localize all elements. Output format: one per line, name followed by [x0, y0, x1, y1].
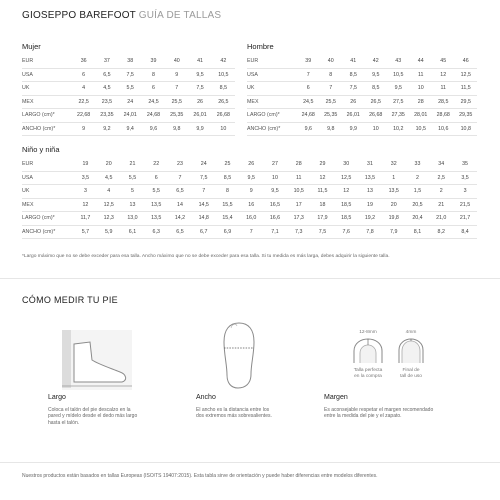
table-cell: 9: [239, 185, 263, 199]
table-cell: 8,2: [429, 225, 453, 239]
table-cell: 7,3: [287, 225, 311, 239]
table-cell: 9,8: [320, 122, 343, 136]
table-cell: 6: [142, 82, 165, 96]
table-cell: 24,68: [297, 109, 320, 123]
perfect-fit-caption: [344, 368, 392, 380]
table-cell: 17,3: [287, 212, 311, 226]
end-of-use-caption: [392, 368, 430, 380]
table-cell: 13,5: [144, 212, 168, 226]
table-row: [22, 55, 235, 68]
table-cell: 3: [453, 185, 477, 199]
table-cell: 7: [192, 185, 216, 199]
table-cell: 26: [188, 95, 211, 109]
table-cell: 32: [382, 158, 406, 171]
table-cell: 12: [74, 198, 97, 212]
table-cell: 25,35: [165, 109, 188, 123]
table-cell: 29: [311, 158, 335, 171]
table-cell: 7: [320, 82, 343, 96]
table-cell: 5,5: [121, 171, 145, 185]
table-row: [22, 68, 235, 82]
toe-perfect-fit-icon: [352, 337, 384, 365]
table-cell: 29,35: [455, 109, 478, 123]
table-cell: 9,5: [387, 82, 410, 96]
table-row: [22, 198, 477, 212]
table-cell: 19,2: [358, 212, 382, 226]
row-label: MEX: [22, 95, 72, 109]
table-cell: 21,7: [453, 212, 477, 226]
table-cell: 12: [432, 68, 455, 82]
caption-line: tall de uso: [400, 373, 422, 379]
table-cell: 9,9: [188, 122, 211, 136]
table-cell: 24,5: [297, 95, 320, 109]
table-row: [22, 185, 477, 199]
row-label: EUR: [22, 55, 72, 68]
table-cell: 16,5: [263, 198, 287, 212]
row-label: USA: [247, 68, 297, 82]
table-cell: 21: [121, 158, 145, 171]
table-cell: 20,5: [406, 198, 430, 212]
table-cell: 9,5: [263, 185, 287, 199]
table-cell: 13,5: [382, 185, 406, 199]
table-cell: 10: [212, 122, 235, 136]
table-cell: 42: [365, 55, 388, 68]
table-cell: 20,4: [406, 212, 430, 226]
table-cell: 16,6: [263, 212, 287, 226]
table-cell: 8: [216, 185, 240, 199]
margen-text-line: Es aconsejable respetar el margen recomendado: [324, 407, 434, 413]
table-cell: 24,01: [119, 109, 142, 123]
table-cell: 29,5: [455, 95, 478, 109]
table-cell: 14: [168, 198, 192, 212]
foot-top-icon: [218, 320, 260, 390]
table-cell: 31: [358, 158, 382, 171]
mujer-label: Mujer: [22, 42, 41, 51]
table-cell: 21: [429, 198, 453, 212]
table-cell: 22: [144, 158, 168, 171]
table-cell: 7: [239, 225, 263, 239]
table-cell: 23: [168, 158, 192, 171]
table-cell: 9: [72, 122, 95, 136]
table-cell: 8,5: [342, 68, 365, 82]
row-label: UK: [22, 82, 72, 96]
table-cell: 39: [297, 55, 320, 68]
row-label: UK: [22, 185, 74, 199]
table-row: [247, 95, 477, 109]
brand-name: GIOSEPPO BAREFOOT: [22, 10, 136, 21]
margen-text-line: entre la medida del pie y el zapato.: [324, 413, 402, 420]
table-cell: 26,68: [212, 109, 235, 123]
table-cell: 14,8: [192, 212, 216, 226]
largo-text-line: pared y mídelo desde el dedo más largo: [48, 413, 138, 420]
row-label: UK: [247, 82, 297, 96]
table-cell: 26,5: [212, 95, 235, 109]
table-cell: 7,6: [334, 225, 358, 239]
table-cell: 41: [342, 55, 365, 68]
table-cell: 6,5: [95, 68, 118, 82]
table-cell: 10,5: [387, 68, 410, 82]
table-cell: 28: [287, 158, 311, 171]
table-cell: 22,5: [72, 95, 95, 109]
table-cell: 7,8: [358, 225, 382, 239]
ancho-text-line: El ancho es la distancia entre los: [196, 407, 270, 413]
table-cell: 7,5: [342, 82, 365, 96]
ancho-title: Ancho: [196, 394, 216, 401]
hombre-label: Hombre: [247, 42, 274, 51]
table-cell: 7,5: [119, 68, 142, 82]
table-cell: 3,5: [453, 171, 477, 185]
table-cell: 12,3: [97, 212, 121, 226]
table-cell: 10,8: [455, 122, 478, 136]
caption-line: en la compra: [354, 373, 382, 379]
largo-title: Largo: [48, 394, 66, 401]
table-cell: 44: [410, 55, 433, 68]
table-row: [247, 109, 477, 123]
table-cell: 28,68: [432, 109, 455, 123]
table-cell: 28,01: [410, 109, 433, 123]
table-cell: 6: [297, 82, 320, 96]
table-cell: 30: [334, 158, 358, 171]
table-row: [247, 55, 477, 68]
table-cell: 9,5: [188, 68, 211, 82]
table-cell: 21,0: [429, 212, 453, 226]
row-label: MEX: [22, 198, 74, 212]
table-cell: 18,5: [334, 212, 358, 226]
table-cell: 3: [74, 185, 97, 199]
table-cell: 25,35: [320, 109, 343, 123]
guide-subtitle: GUÍA DE TALLAS: [138, 10, 222, 21]
table-cell: 39: [142, 55, 165, 68]
table-cell: 11: [410, 68, 433, 82]
table-cell: 6: [72, 68, 95, 82]
table-cell: 36: [72, 55, 95, 68]
table-cell: 33: [406, 158, 430, 171]
table-cell: 5,5: [119, 82, 142, 96]
largo-text: [48, 407, 137, 426]
table-cell: 26: [239, 158, 263, 171]
row-label: ANCHO (cm)*: [22, 122, 72, 136]
table-cell: 41: [188, 55, 211, 68]
table-cell: 40: [165, 55, 188, 68]
table-cell: 14,5: [192, 198, 216, 212]
table-cell: 8,5: [212, 82, 235, 96]
table-cell: 8,1: [406, 225, 430, 239]
table-cell: 27,5: [387, 95, 410, 109]
table-row: [22, 95, 235, 109]
table-cell: 38: [119, 55, 142, 68]
row-label: MEX: [247, 95, 297, 109]
table-cell: 24,68: [142, 109, 165, 123]
table-cell: 3,5: [74, 171, 97, 185]
hombre-size-table: [247, 55, 477, 136]
table-cell: 28,5: [432, 95, 455, 109]
table-cell: 26,5: [365, 95, 388, 109]
largo-text-line: Coloca el talón del pie descalzo en la: [48, 407, 131, 413]
table-cell: 9,2: [95, 122, 118, 136]
table-cell: 12,5: [455, 68, 478, 82]
table-cell: 13,5: [144, 198, 168, 212]
table-cell: 26,01: [342, 109, 365, 123]
table-cell: 17: [287, 198, 311, 212]
table-cell: 12,5: [334, 171, 358, 185]
ninos-size-table: [22, 158, 477, 239]
table-cell: 42: [212, 55, 235, 68]
table-cell: 6,3: [144, 225, 168, 239]
table-cell: 18: [311, 198, 335, 212]
table-cell: 4,5: [95, 82, 118, 96]
table-cell: 6,9: [216, 225, 240, 239]
table-cell: 19,8: [382, 212, 406, 226]
table-cell: 7,1: [263, 225, 287, 239]
table-cell: 2: [406, 171, 430, 185]
table-cell: 10,5: [410, 122, 433, 136]
table-cell: 11,5: [455, 82, 478, 96]
ancho-text-line: dos extremos más sobresalientes.: [196, 413, 272, 420]
table-cell: 9,5: [365, 68, 388, 82]
table-cell: 9,8: [165, 122, 188, 136]
table-cell: 2,5: [429, 171, 453, 185]
table-cell: 13,0: [121, 212, 145, 226]
table-cell: 1,5: [406, 185, 430, 199]
table-cell: 13,5: [358, 171, 382, 185]
measure-title: CÓMO MEDIR TU PIE: [22, 295, 118, 305]
table-cell: 11: [432, 82, 455, 96]
table-row: [247, 68, 477, 82]
table-cell: 6,5: [168, 225, 192, 239]
row-label: EUR: [22, 158, 74, 171]
footer-divider: [0, 462, 500, 463]
table-cell: 25,5: [165, 95, 188, 109]
margen-title: Margen: [324, 394, 348, 401]
table-cell: 8: [142, 68, 165, 82]
ninos-label: Niño y niña: [22, 145, 60, 154]
table-cell: 2: [429, 185, 453, 199]
section-divider: [0, 278, 500, 279]
table-cell: 7,5: [192, 171, 216, 185]
table-row: [22, 171, 477, 185]
table-cell: 1: [382, 171, 406, 185]
row-label: LARGO (cm)*: [247, 109, 297, 123]
table-cell: 13: [121, 198, 145, 212]
table-cell: 20: [382, 198, 406, 212]
table-cell: 11,5: [311, 185, 335, 199]
table-cell: 11,7: [74, 212, 97, 226]
margin-end-label: 4mm: [405, 330, 417, 335]
table-cell: 10,5: [212, 68, 235, 82]
table-cell: 19: [358, 198, 382, 212]
table-cell: 27,35: [387, 109, 410, 123]
table-cell: 19: [74, 158, 97, 171]
row-label: LARGO (cm)*: [22, 212, 74, 226]
table-cell: 24: [192, 158, 216, 171]
table-cell: 10,5: [287, 185, 311, 199]
table-cell: 21,5: [453, 198, 477, 212]
table-cell: 45: [432, 55, 455, 68]
table-cell: 4,5: [97, 171, 121, 185]
table-cell: 16: [239, 198, 263, 212]
table-cell: 25,5: [320, 95, 343, 109]
table-cell: 25: [216, 158, 240, 171]
mujer-size-table: [22, 55, 235, 136]
table-cell: 6,7: [192, 225, 216, 239]
table-cell: 12,5: [97, 198, 121, 212]
table-cell: 10,2: [387, 122, 410, 136]
table-cell: 46: [455, 55, 478, 68]
table-cell: 14,2: [168, 212, 192, 226]
row-label: EUR: [247, 55, 297, 68]
table-cell: 8,5: [216, 171, 240, 185]
caption-line: Talla perfecta: [353, 368, 383, 373]
table-row: [247, 82, 477, 96]
row-label: ANCHO (cm)*: [22, 225, 74, 239]
table-cell: 11: [287, 171, 311, 185]
table-cell: 8,4: [453, 225, 477, 239]
row-label: ANCHO (cm)*: [247, 122, 297, 136]
table-cell: 10,6: [432, 122, 455, 136]
table-cell: 9: [165, 68, 188, 82]
largo-text-line: hasta el talón.: [48, 419, 80, 426]
table-row: [22, 158, 477, 171]
table-cell: 7: [165, 82, 188, 96]
table-cell: 10: [365, 122, 388, 136]
table-cell: 10: [410, 82, 433, 96]
table-cell: 17,9: [311, 212, 335, 226]
table-cell: 4: [72, 82, 95, 96]
table-cell: 7: [168, 171, 192, 185]
table-cell: 5,7: [74, 225, 97, 239]
table-cell: 23,35: [95, 109, 118, 123]
table-cell: 9,6: [297, 122, 320, 136]
toe-end-of-use-icon: [397, 337, 425, 365]
row-label: USA: [22, 68, 72, 82]
table-cell: 27: [263, 158, 287, 171]
size-note: *Largo máximo que no se debe exceder para esa talla. Ancho máximo que no se debe exceder para esa talla. Si tu medida es más larga, debes adquirir la siguiente talla.: [22, 254, 390, 259]
table-cell: 9,4: [119, 122, 142, 136]
row-label: USA: [22, 171, 74, 185]
table-row: [22, 212, 477, 226]
table-row: [247, 122, 477, 136]
table-cell: 15,5: [216, 198, 240, 212]
margin-range-label: 12-8mm: [359, 330, 377, 335]
table-cell: 35: [453, 158, 477, 171]
table-row: [22, 225, 477, 239]
table-cell: 24: [119, 95, 142, 109]
table-cell: 7,5: [188, 82, 211, 96]
row-label: LARGO (cm)*: [22, 109, 72, 123]
page-title: [22, 10, 221, 21]
table-cell: 16,0: [239, 212, 263, 226]
table-cell: 9,5: [239, 171, 263, 185]
table-cell: 10: [263, 171, 287, 185]
table-row: [22, 122, 235, 136]
table-cell: 26,01: [188, 109, 211, 123]
table-cell: 4: [97, 185, 121, 199]
table-cell: 8,5: [365, 82, 388, 96]
table-cell: 26,68: [365, 109, 388, 123]
table-cell: 7: [297, 68, 320, 82]
table-cell: 23,5: [95, 95, 118, 109]
table-cell: 18,5: [334, 198, 358, 212]
table-cell: 7,5: [311, 225, 335, 239]
table-cell: 37: [95, 55, 118, 68]
table-cell: 43: [387, 55, 410, 68]
table-cell: 13: [358, 185, 382, 199]
table-row: [22, 109, 235, 123]
table-cell: 6,1: [121, 225, 145, 239]
table-cell: 28: [410, 95, 433, 109]
table-cell: 22,68: [72, 109, 95, 123]
footer-note: Nuestros productos están basados en tallas Europeas (ISO/TS 19407:2015). Esta tabla sirve de orientación y puede haber diferencias entre modelos diferentes.: [22, 473, 378, 479]
table-cell: 5,9: [97, 225, 121, 239]
table-cell: 26: [342, 95, 365, 109]
table-cell: 20: [97, 158, 121, 171]
margen-text: [324, 407, 433, 420]
table-cell: 6,5: [168, 185, 192, 199]
table-row: [22, 82, 235, 96]
table-cell: 5: [121, 185, 145, 199]
table-cell: 12: [311, 171, 335, 185]
table-cell: 40: [320, 55, 343, 68]
table-cell: 34: [429, 158, 453, 171]
foot-side-icon: [62, 330, 132, 390]
table-cell: 15,4: [216, 212, 240, 226]
table-cell: 8: [320, 68, 343, 82]
table-cell: 12: [334, 185, 358, 199]
table-cell: 6: [144, 171, 168, 185]
table-cell: 7,9: [382, 225, 406, 239]
table-cell: 24,5: [142, 95, 165, 109]
ancho-text: [196, 407, 272, 420]
table-cell: 5,5: [144, 185, 168, 199]
caption-line: Final de: [402, 368, 420, 373]
table-cell: 9,6: [142, 122, 165, 136]
table-cell: 9,9: [342, 122, 365, 136]
